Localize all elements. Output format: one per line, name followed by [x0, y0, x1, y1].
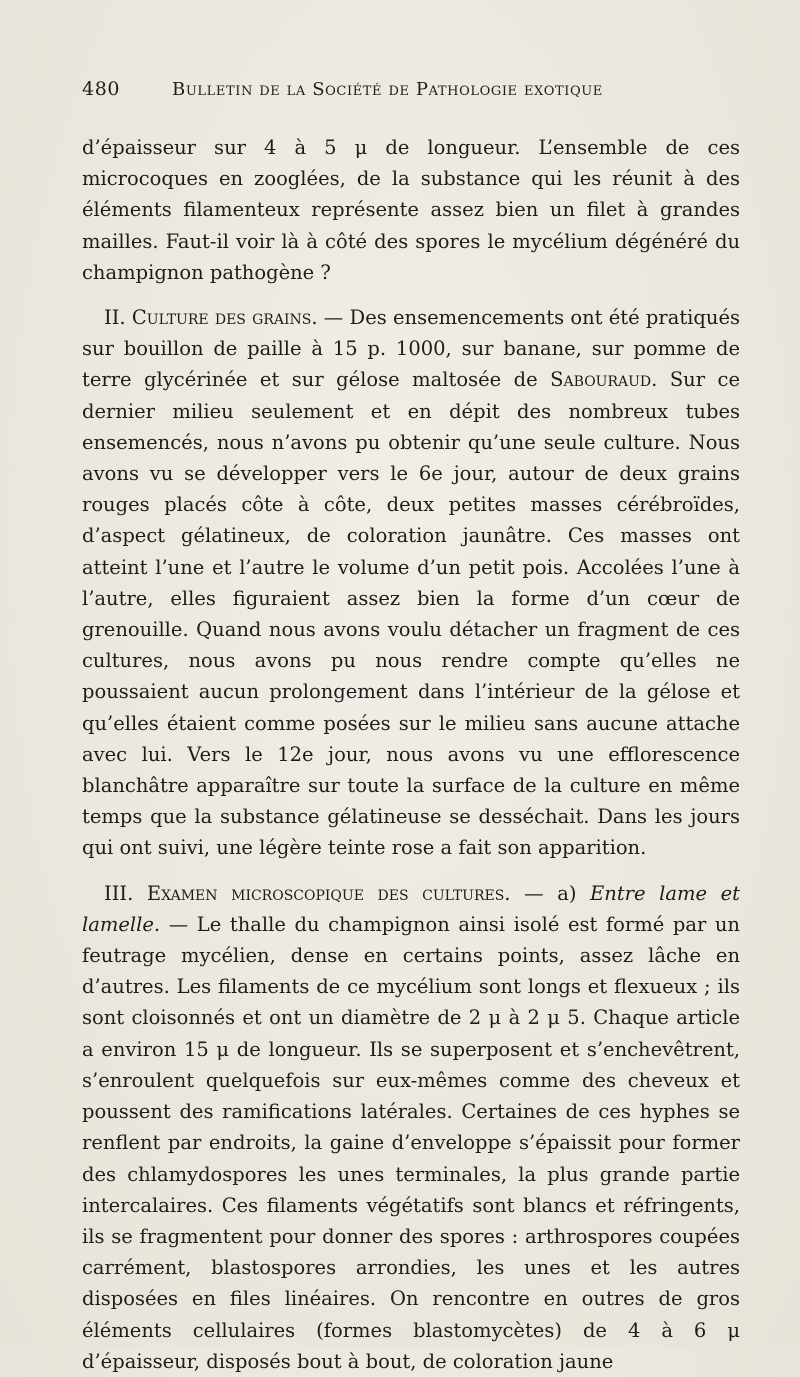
paragraph-2-text-a: — Des ensemencements ont été pratiqués sur bouillon de paille à 15 p. 1000, sur banane, sur pomme de terre glycérinée et sur gélose maltosée de — [82, 306, 740, 392]
paragraph-3-text-a: — a) — [510, 881, 591, 905]
section-heading-microscopy: III. Examen microscopique des cultures. — [104, 881, 511, 905]
journal-title: Bulletin de la Société de Pathologie exotique — [172, 79, 603, 100]
body-text — [82, 132, 740, 1377]
paragraph-2 — [82, 302, 740, 864]
section-heading-culture: II. Culture des grains. — [104, 306, 318, 330]
paragraph-3-text-b: — Le thalle du champignon ainsi isolé est formé par un feutrage mycélien, dense en certains points, assez lâche en d’autres. Les filaments de ce mycélium sont longs et flexueux ; ils sont cloisonnés et ont un diamètre de 2 μ à 2 μ 5. Chaque article a environ 15 μ de longueur. Ils se superposent et s’enchevêtrent, s’enroulent quelquefois sur eux-mêmes comme des cheveux et poussent des ramifications latérales. Certaines de ces hyphes se renflent par endroits, la gaine d’enveloppe s’épaissit pour former des chlamydospores les unes terminales, la plus grande partie intercalaires. Ces filaments végétatifs sont blancs et réfringents, ils se fragmentent pour donner des spores : arthrospores coupées carrément, blastospores arrondies, les unes et les autres disposées en files linéaires. On rencontre en outres de gros éléments cellulaires (formes blastomycètes) de 4 à 6 μ d’épaisseur, disposés bout à bout, de coloration jaune — [82, 912, 740, 1373]
paragraph-2-text-b: . Sur ce dernier milieu seulement et en dépit des nombreux tubes ensemencés, nous n’avons pu obtenir qu’une seule culture. Nous avons vu se développer vers le 6e jour, autour de deux grains rouges placés côte à côte, deux petites masses cérébroïdes, d’aspect gélatineux, de coloration jaunâtre. Ces masses ont atteint l’une et l’autre le volume d’un petit pois. Accolées l’une à l’autre, elles figuraient assez bien la forme d’un cœur de grenouille. Quand nous avons voulu détacher un fragment de ces cultures, nous avons pu nous rendre compte qu’elles ne poussaient aucun prolongement dans l’intérieur de la gélose et qu’elles étaient comme posées sur le milieu sans aucune attache avec lui. Vers le 12e jour, nous avons vu une efflorescence blanchâtre apparaître sur toute la surface de la culture en même temps que la substance gélatineuse se desséchait. Dans les jours qui ont suivi, une légère teinte rose a fait son apparition. — [82, 368, 740, 860]
subheading-lame-lamelle: Entre lame et lamelle. — [82, 881, 740, 936]
running-head — [82, 78, 740, 100]
author-name-sabouraud: Sabouraud — [550, 368, 652, 392]
paragraph-1: d’épaisseur sur 4 à 5 μ de longueur. L’ensemble de ces microcoques en zooglées, de la substance qui les réunit à des éléments filamenteux représente assez bien un filet à grandes mailles. Faut-il voir là à côté des spores le mycélium dégénéré du champignon pathogène ? — [82, 136, 740, 284]
page-number: 480 — [82, 78, 121, 100]
paragraph-3 — [82, 878, 740, 1377]
